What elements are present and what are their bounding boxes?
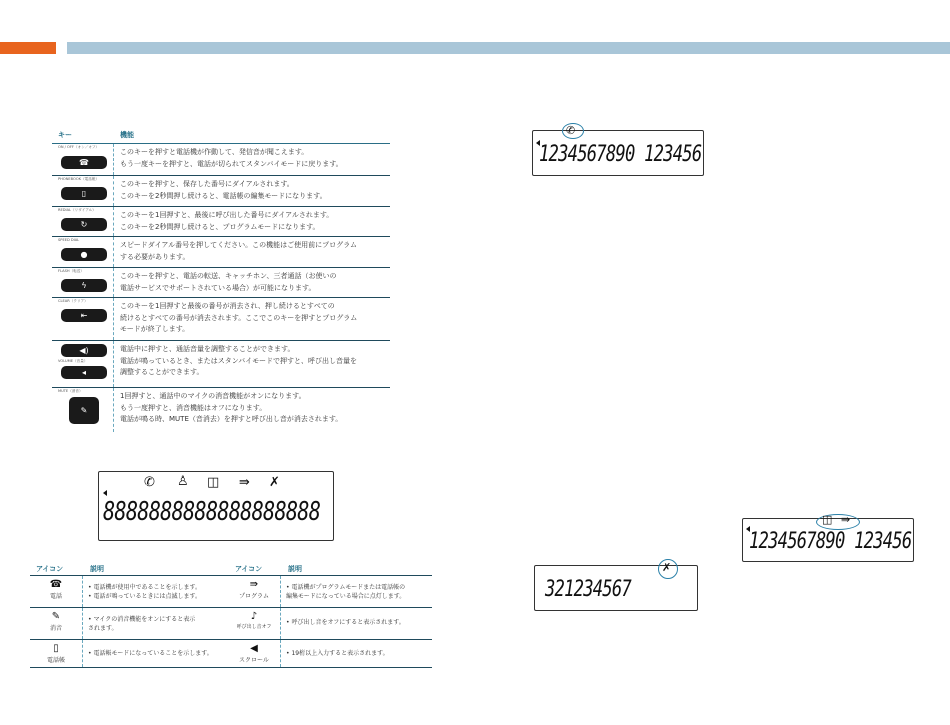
function-column-header: 機能 [120,131,134,139]
key-description: このキーを押すと、保存した番号にダイアルされます。 このキーを2秒間押し続けると、電話帳の編集モードになります。 [120,180,327,200]
book-icon: ▯ [53,643,59,654]
icon-table [30,562,432,668]
redial-button[interactable] [61,218,107,231]
key-column-header: キー [58,131,72,139]
icon-row [30,640,432,668]
handset-icon: ☎ [49,579,63,590]
mic-icon: ♙ [177,474,189,489]
lcd-display-all-segments [98,471,334,541]
key-function-table [52,128,390,432]
scroll-icon: ◀ [250,643,258,654]
icon-column-header: アイコン [36,565,64,573]
mute-button[interactable] [69,397,99,424]
key-description: スピードダイアル番号を押してください。この機能はご使用前にプログラム する必要があります。 [120,241,358,261]
speaker-loud-icon: ◀) [79,346,89,355]
desc-column-header: 説明 [288,565,302,573]
key-caption: PHONEBOOK（電話帳） [58,177,100,181]
ringer-off-icon: ✗ [662,561,672,574]
key-table-header [52,128,390,144]
icon-name: プログラム [239,593,269,600]
clear-icon: ⇤ [80,311,88,320]
icon-description: • マイクの消音機能をオンにすると表示 されます。 [88,616,196,632]
key-caption: MUTE（消音） [58,389,83,393]
icon-name: 電話 [49,593,62,600]
scroll-icon [103,490,107,496]
ringer-off-icon: ✗ [269,475,280,490]
volume-up-button[interactable] [61,344,107,357]
volume-down-button[interactable] [61,366,107,379]
key-caption: REDIAL（リダイアル） [58,208,96,212]
lcd-digits: 8888888888888888888 [103,497,321,527]
ringer-off-icon: ♪ [250,611,258,622]
lcd-digits: 1234567890 123456 [539,142,702,167]
handset-icon: ✆ [566,124,576,137]
key-caption: CLEAR（クリア） [58,299,88,303]
icon-description: • 電話機がプログラムモードまたは電話帳の 編集モードになっている場合に点灯します。 [286,584,406,600]
key-description: このキーを押すと、電話の転送、キャッチホン、三者通話（お使いの 電話サービスでサポートされている場合）が可能になります。 [120,272,337,292]
key-row-phonebook [52,176,390,207]
icon-description: • 電話機が使用中であることを示します。 • 電話が鳴っているときには点滅します。 [88,584,201,600]
icon-table-header [30,562,432,576]
flash-icon: ϟ [81,281,87,290]
key-caption: VOLUME（音量） [58,359,88,363]
lcd-digits: 321234567 [545,577,631,602]
program-icon: ⇛ [239,475,250,490]
key-description: 電話中に押すと、通話音量を調整することができます。 電話が鳴っているとき、またはスタンバイモードで押すと、呼び出し音量を 調整することができます。 [120,345,357,376]
desc-column-header: 説明 [90,565,104,573]
flash-button[interactable] [61,279,107,292]
icon-name: 呼び出し音オフ [236,624,272,630]
icon-description: • 電話帳モードになっていることを示します。 [88,650,213,657]
header-bar [67,42,950,54]
program-icon: ⇛ [841,513,851,526]
icon-name: 電話帳 [46,657,65,664]
handset-icon: ✆ [144,475,155,490]
icon-row [30,608,432,640]
key-row-mute [52,388,390,432]
icon-row [30,576,432,608]
dot-icon: ● [80,250,88,259]
mic-icon: ✎ [51,611,61,622]
book-icon: ◫ [822,513,833,526]
icon-column-header: アイコン [235,565,263,573]
book-icon: ◫ [207,475,220,490]
key-row-redial [52,207,390,237]
key-row-clear [52,298,390,341]
lcd-display-calling [532,130,704,176]
phonebook-button[interactable] [61,187,107,200]
onoff-button[interactable] [61,156,107,169]
key-row-speed-dial [52,237,390,268]
key-caption: SPEED DIAL [58,238,80,242]
icon-name: 消音 [49,625,62,632]
mute-icon: ✎ [80,406,88,415]
icon-description: • 呼び出し音をオフにすると表示されます。 [286,619,405,626]
icon-description: • 19桁以上入力すると表示されます。 [286,650,389,657]
key-row-onoff [52,144,390,176]
key-description: このキーを1回押すと最後の番号が消去され、押し続けるとすべての 続けるとすべての番号が消去されます。ここでこのキーを押すとプログラム モードが終了します。 [120,302,358,333]
phone-icon: ☎ [79,158,89,167]
header-accent-bar [0,42,56,54]
key-caption: ON / OFF（オン／オフ） [58,145,100,149]
key-row-volume [52,341,390,388]
lcd-digits: 1234567890 123456 [749,529,912,554]
program-icon: ⇛ [249,579,259,590]
key-description: このキーを押すと電話機が作動して、発信音が聞こえます。 もう一度キーを押すと、電話が切られてスタンバイモードに戻ります。 [120,148,343,168]
key-row-flash [52,268,390,298]
key-description: 1回押すと、通話中のマイクの消音機能がオンになります。 もう一度押すと、消音機能はオフになります。 電話が鳴る時、MUTE（音消去）を押すと呼び出し音が消去されます。 [120,392,343,423]
speed-dial-button[interactable] [61,248,107,261]
clear-button[interactable] [61,309,107,322]
speaker-soft-icon: ◂ [81,368,86,377]
redial-icon: ↻ [80,220,88,229]
key-description: このキーを1回押すと、最後に呼び出した番号にダイアルされます。 このキーを2秒間押し続けると、プログラムモードになります。 [120,211,334,231]
key-caption: FLASH（転送） [58,269,84,273]
book-icon: ▯ [81,189,87,198]
icon-name: スクロール [239,657,269,664]
